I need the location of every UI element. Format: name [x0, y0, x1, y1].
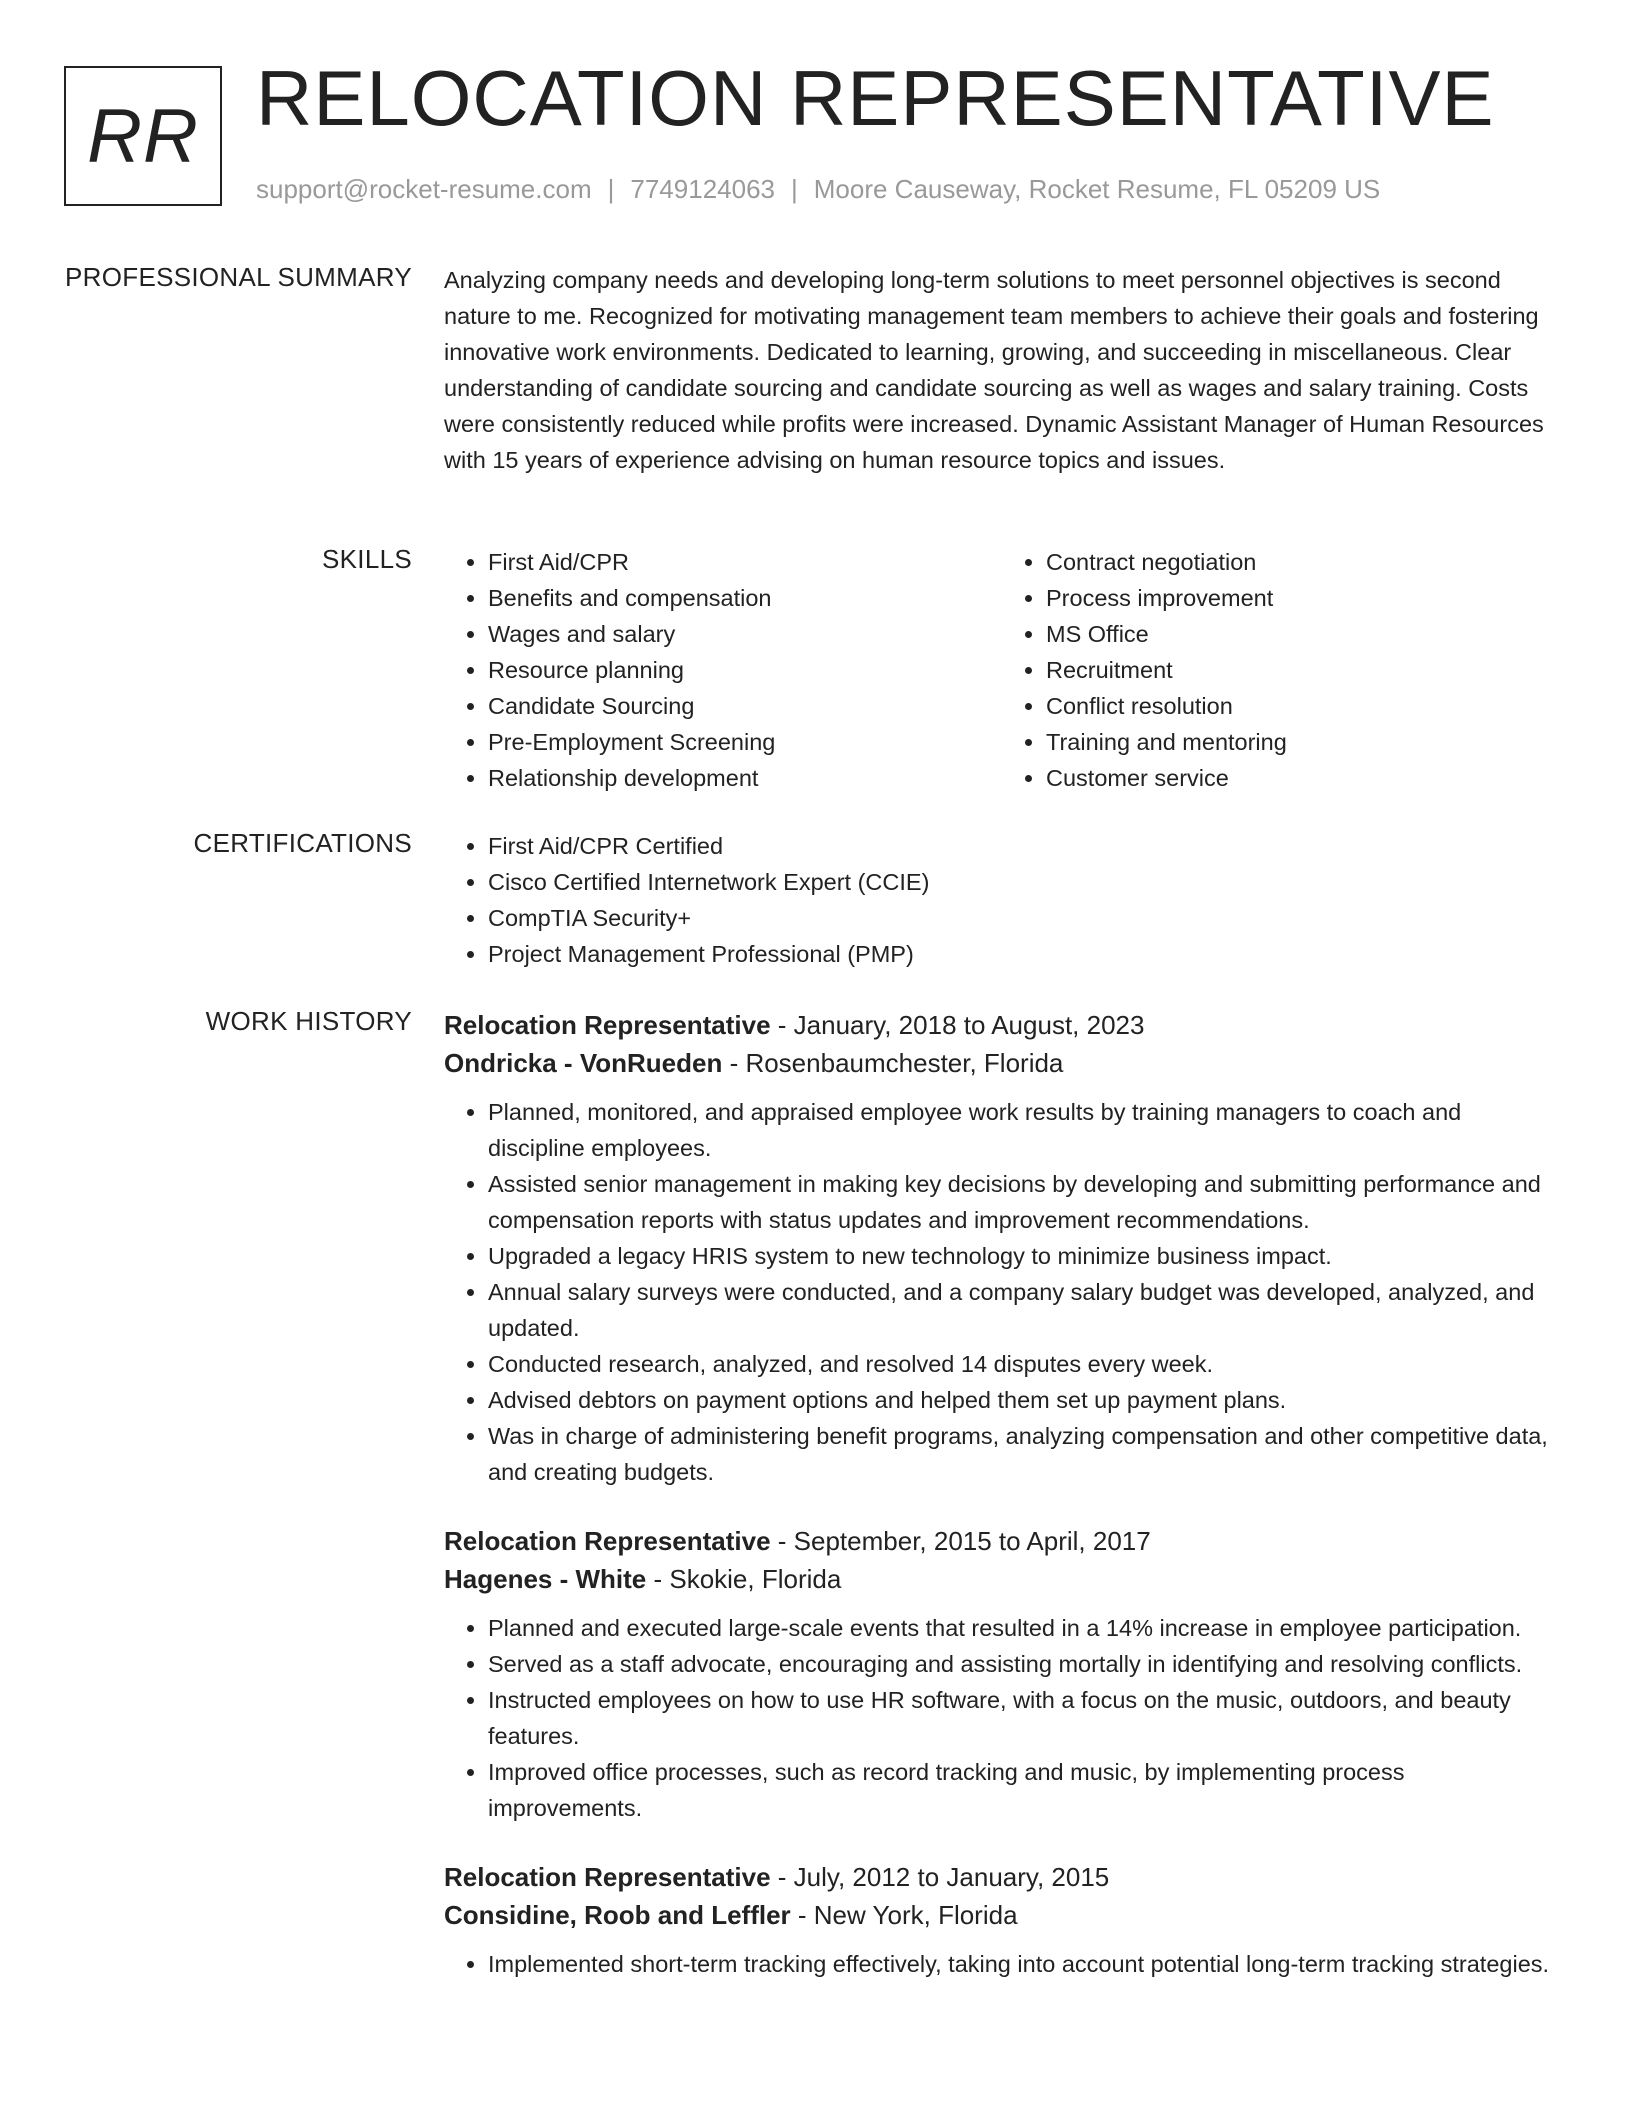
job-role: Relocation Representative [444, 1010, 771, 1040]
skills-list-left [444, 544, 1002, 796]
contact-separator: | [607, 174, 615, 204]
summary-text: Analyzing company needs and developing long-term solutions to meet personnel objectives is second nature to me. Recognized for motivating management team members to achieve their goals and fostering innovative work environments. Dedicated to learning, growing, and succeeding in miscellaneous. Clear understanding of candidate sourcing and candidate sourcing as well as wages and salary training. Costs were consistently reduced while profits were increased. Dynamic Assistant Manager of Human Resources with 15 years of experience advising on human resource topics and issues. [444, 267, 1544, 473]
skill-item: • Process improvement [1046, 580, 1560, 616]
job-company: Ondricka - VonRueden [444, 1048, 723, 1078]
skill-item: • Recruitment [1046, 652, 1560, 688]
job-bullet: • Planned, monitored, and appraised employee work results by training managers to coach and discipline employees. [488, 1094, 1560, 1166]
skill-item: • First Aid/CPR [488, 544, 1002, 580]
job-company-line [444, 1560, 1560, 1598]
certification-item: • First Aid/CPR Certified [488, 828, 1560, 864]
skill-item: • Conflict resolution [1046, 688, 1560, 724]
job-bullets [444, 1946, 1560, 1982]
contact-line [256, 174, 1380, 205]
certifications-body [444, 828, 1560, 972]
job-bullet: • Assisted senior management in making key decisions by developing and submitting performance and compensation reports with status updates and improvement recommendations. [488, 1166, 1560, 1238]
job-dates: - January, 2018 to August, 2023 [770, 1010, 1145, 1040]
job-role: Relocation Representative [444, 1526, 771, 1556]
work-history-heading: WORK HISTORY [205, 1006, 412, 1036]
job-location: - Skokie, Florida [646, 1564, 842, 1594]
job-bullet: • Implemented short-term tracking effectively, taking into account potential long-term tracking strategies. [488, 1946, 1560, 1982]
job-company: Considine, Roob and Leffler [444, 1900, 791, 1930]
job-title-line [444, 1006, 1560, 1044]
contact-phone[interactable]: 7749124063 [630, 174, 775, 204]
job-entry [444, 1858, 1560, 1982]
certification-item: • CompTIA Security+ [488, 900, 1560, 936]
skill-item: • Candidate Sourcing [488, 688, 1002, 724]
job-location: - Rosenbaumchester, Florida [722, 1048, 1064, 1078]
job-bullet: • Upgraded a legacy HRIS system to new technology to minimize business impact. [488, 1238, 1560, 1274]
monogram-text: RR [87, 93, 199, 179]
skills-heading: SKILLS [322, 544, 412, 574]
certifications-list [444, 828, 1560, 972]
job-dates: - September, 2015 to April, 2017 [770, 1526, 1151, 1556]
job-entry [444, 1522, 1560, 1826]
certification-item: • Cisco Certified Internetwork Expert (CCIE) [488, 864, 1560, 900]
job-bullet: • Served as a staff advocate, encouraging and assisting mortally in identifying and resolving conflicts. [488, 1646, 1560, 1682]
summary-body [444, 262, 1560, 478]
skill-item: • Resource planning [488, 652, 1002, 688]
skills-list-right [1002, 544, 1560, 796]
job-bullet: • Planned and executed large-scale events that resulted in a 14% increase in employee participation. [488, 1610, 1560, 1646]
job-bullet: • Instructed employees on how to use HR software, with a focus on the music, outdoors, and beauty features. [488, 1682, 1560, 1754]
skill-item: • Training and mentoring [1046, 724, 1560, 760]
summary-heading: PROFESSIONAL SUMMARY [65, 262, 412, 292]
job-company-line [444, 1896, 1560, 1934]
skill-item: • MS Office [1046, 616, 1560, 652]
skill-item: • Customer service [1046, 760, 1560, 796]
job-bullet: • Conducted research, analyzed, and resolved 14 disputes every week. [488, 1346, 1560, 1382]
skill-item: • Wages and salary [488, 616, 1002, 652]
contact-separator: | [791, 174, 798, 204]
job-company: Hagenes - White [444, 1564, 647, 1594]
certifications-heading: CERTIFICATIONS [193, 828, 412, 858]
job-bullet: • Was in charge of administering benefit programs, analyzing compensation and other competitive data, and creating budgets. [488, 1418, 1560, 1490]
job-bullets [444, 1610, 1560, 1826]
skill-item: • Pre-Employment Screening [488, 724, 1002, 760]
skill-item: • Relationship development [488, 760, 1002, 796]
skill-item: • Contract negotiation [1046, 544, 1560, 580]
job-title-line [444, 1522, 1560, 1560]
job-location: - New York, Florida [790, 1900, 1018, 1930]
resume-title: RELOCATION REPRESENTATIVE [256, 54, 1495, 142]
skill-item: • Benefits and compensation [488, 580, 1002, 616]
skills-body [444, 544, 1560, 796]
job-entry [444, 1006, 1560, 1490]
job-dates: - July, 2012 to January, 2015 [770, 1862, 1110, 1892]
certification-item: • Project Management Professional (PMP) [488, 936, 1560, 972]
job-title-line [444, 1858, 1560, 1896]
job-company-line [444, 1044, 1560, 1082]
monogram-logo [64, 66, 222, 206]
job-bullet: • Annual salary surveys were conducted, and a company salary budget was developed, analyzed, and updated. [488, 1274, 1560, 1346]
job-bullets [444, 1094, 1560, 1490]
work-history-body [444, 1006, 1560, 2014]
job-bullet: • Improved office processes, such as record tracking and music, by implementing process improvements. [488, 1754, 1560, 1826]
contact-address: Moore Causeway, Rocket Resume, FL 05209 US [813, 174, 1381, 204]
job-bullet: • Advised debtors on payment options and helped them set up payment plans. [488, 1382, 1560, 1418]
contact-email[interactable]: support@rocket-resume.com [256, 174, 592, 204]
job-role: Relocation Representative [444, 1862, 771, 1892]
